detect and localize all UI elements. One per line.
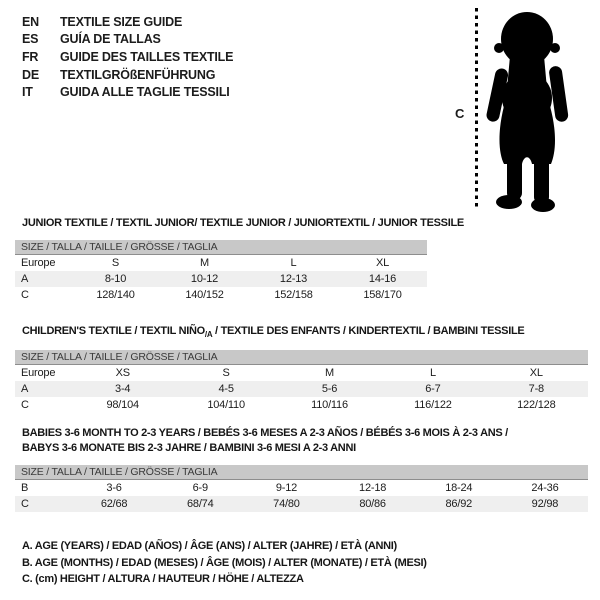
row-label: Europe xyxy=(21,367,56,379)
row-label: B xyxy=(21,482,29,494)
height-cell: 74/80 xyxy=(273,498,300,510)
language-title: GUÍA DE TALLAS xyxy=(60,32,161,47)
age-cell: 3-6 xyxy=(106,482,122,494)
row-label: C xyxy=(21,289,29,301)
babies-size-table xyxy=(15,465,588,512)
size-cell: S xyxy=(222,367,230,379)
size-cell: L xyxy=(290,257,297,269)
age-cell: 6-7 xyxy=(425,383,441,395)
table-row-age-months xyxy=(15,480,588,496)
size-cell: S xyxy=(111,257,120,269)
language-code: FR xyxy=(22,49,39,64)
babies-title-line2: BABYS 3-6 MONATE BIS 2-3 JAHRE / BAMBINI 3-6 MESI A 2-3 ANNI xyxy=(22,442,356,454)
table-row-height xyxy=(15,496,588,512)
height-cell: 86/92 xyxy=(445,498,473,510)
language-code: IT xyxy=(22,85,33,100)
height-cell: 62/68 xyxy=(100,498,128,510)
table-row-height xyxy=(15,397,588,413)
row-label: A xyxy=(21,383,29,395)
height-cell: 80/86 xyxy=(359,498,386,510)
age-cell: 12-13 xyxy=(279,273,308,285)
height-cell: 98/104 xyxy=(106,399,139,411)
footnote-height: C. (cm) HEIGHT / ALTURA / HAUTEUR / HÖHE / ALTEZZA xyxy=(22,573,304,585)
list-item xyxy=(22,66,233,84)
row-label: A xyxy=(21,273,29,285)
babies-section-title xyxy=(22,426,508,456)
language-title: GUIDE DES TAILLES TEXTILE xyxy=(60,49,234,64)
height-cell: 110/116 xyxy=(311,399,348,411)
table-row-sizes xyxy=(15,365,588,381)
age-cell: 8-10 xyxy=(104,273,127,285)
toddler-silhouette-image xyxy=(482,6,574,212)
age-cell: 6-9 xyxy=(192,482,208,494)
list-item xyxy=(22,31,233,49)
children-section-title xyxy=(22,325,524,339)
size-cell: XL xyxy=(529,367,543,379)
size-header-bar: SIZE / TALLA / TAILLE / GRÖSSE / TAGLIA xyxy=(15,465,588,480)
age-cell: 7-8 xyxy=(528,383,544,395)
language-code: EN xyxy=(22,14,39,29)
table-row-height xyxy=(15,287,427,303)
language-code: DE xyxy=(22,67,39,82)
list-item xyxy=(22,48,233,66)
height-cell: 122/128 xyxy=(517,399,556,411)
footnote-age-years: A. AGE (YEARS) / EDAD (AÑOS) / ÂGE (ANS) / ALTER (JAHRE) / ETÀ (ANNI) xyxy=(22,540,397,552)
age-cell: 9-12 xyxy=(275,482,298,494)
age-cell: 5-6 xyxy=(321,383,338,395)
size-cell: XS xyxy=(115,367,130,379)
size-cell: L xyxy=(429,367,436,379)
table-row-age xyxy=(15,381,588,397)
height-measure-dashed-line xyxy=(475,8,478,210)
height-cell: 140/152 xyxy=(185,289,224,301)
age-cell: 3-4 xyxy=(115,383,131,395)
list-item xyxy=(22,83,233,101)
height-measure-label: C xyxy=(455,106,465,121)
list-item xyxy=(22,13,233,31)
children-title-subscript: /A xyxy=(204,330,213,340)
age-cell: 14-16 xyxy=(368,273,397,285)
size-cell: M xyxy=(200,257,209,269)
language-title-list xyxy=(22,13,233,101)
language-title: TEXTILGRÖßENFÜHRUNG xyxy=(60,67,216,82)
age-cell: 12-18 xyxy=(359,482,387,494)
children-title-post: / TEXTILE DES ENFANTS / KINDERTEXTIL / BAMBINI TESSILE xyxy=(212,325,525,337)
age-cell: 18-24 xyxy=(445,482,473,494)
height-cell: 116/122 xyxy=(414,399,452,411)
height-cell: 128/140 xyxy=(96,289,135,301)
height-cell: 104/110 xyxy=(207,399,245,411)
language-title: GUIDA ALLE TAGLIE TESSILI xyxy=(60,85,230,100)
age-cell: 10-12 xyxy=(190,273,219,285)
footnote-age-months: B. AGE (MONTHS) / EDAD (MESES) / ÂGE (MOIS) / ALTER (MONATE) / ETÀ (MESI) xyxy=(22,556,427,569)
height-cell: 158/170 xyxy=(363,289,402,301)
size-cell: M xyxy=(325,367,334,379)
row-label: Europe xyxy=(21,257,56,269)
size-cell: XL xyxy=(375,257,390,269)
height-cell: 68/74 xyxy=(186,498,214,510)
table-row-sizes xyxy=(15,255,427,271)
language-title: TEXTILE SIZE GUIDE xyxy=(60,14,183,29)
children-size-table xyxy=(15,350,588,413)
size-header-bar: SIZE / TALLA / TAILLE / GRÖSSE / TAGLIA xyxy=(15,240,427,255)
size-header-bar: SIZE / TALLA / TAILLE / GRÖSSE / TAGLIA xyxy=(15,350,588,365)
language-code: ES xyxy=(22,32,39,47)
babies-title-line1: BABIES 3-6 MONTH TO 2-3 YEARS / BEBÉS 3-6 MESES A 2-3 AÑOS / BÉBÉS 3-6 MOIS À 2-3 ANS / xyxy=(22,427,508,439)
junior-section-title: JUNIOR TEXTILE / TEXTIL JUNIOR/ TEXTILE JUNIOR / JUNIORTEXTIL / JUNIOR TESSILE xyxy=(22,217,464,229)
height-cell: 92/98 xyxy=(531,498,559,510)
age-cell: 24-36 xyxy=(531,482,559,494)
table-row-age xyxy=(15,271,427,287)
height-cell: 152/158 xyxy=(274,289,313,301)
row-label: C xyxy=(21,498,29,510)
children-title-pre: CHILDREN'S TEXTILE / TEXTIL NIÑO xyxy=(22,325,205,337)
junior-size-table xyxy=(15,240,427,303)
legend-footnotes xyxy=(22,538,427,588)
row-label: C xyxy=(21,399,29,411)
age-cell: 4-5 xyxy=(218,383,234,395)
